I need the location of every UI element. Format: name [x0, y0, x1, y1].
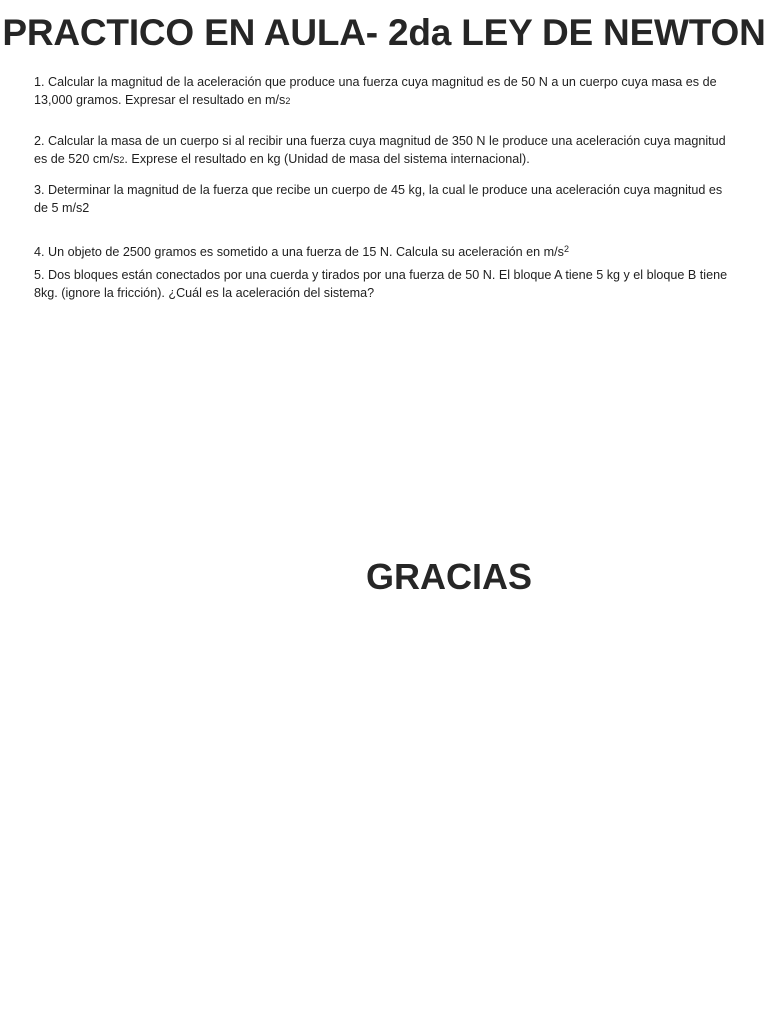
closing-text: GRACIAS [366, 556, 533, 597]
problem-2-text-before: 2. Calcular la masa de un cuerpo si al recibir una fuerza cuya magnitud de 350 N le produce una aceleración cuya magnitud es de 520 cm/s [34, 134, 726, 166]
problem-4-text: 4. Un objeto de 2500 gramos es sometido a una fuerza de 15 N. Calcula su aceleración en m/s [34, 245, 564, 259]
problem-2 [34, 133, 730, 169]
problem-5-text: 5. Dos bloques están conectados por una cuerda y tirados por una fuerza de 50 N. El bloque A tiene 5 kg y el bloque B tiene 8kg. (ignore la fricción). ¿Cuál es la aceleración del sistema? [34, 268, 728, 300]
problem-3 [34, 182, 730, 217]
problem-5 [34, 267, 730, 302]
problem-1 [34, 74, 730, 110]
problem-4-superscript: 2 [563, 244, 569, 254]
page-title: PRACTICO EN AULA- 2da LEY DE NEWTON [2, 12, 766, 53]
problem-4 [34, 241, 730, 262]
problem-2-text-after: . Exprese el resultado en kg (Unidad de masa del sistema internacional). [124, 151, 530, 166]
problem-1-subscript: 2 [285, 95, 291, 106]
problem-3-text: 3. Determinar la magnitud de la fuerza que recibe un cuerpo de 45 kg, la cual le produce una aceleración cuya magnitud es de 5 m/s2 [34, 183, 723, 215]
problem-2-subscript: 2 [119, 154, 125, 165]
problem-1-text: 1. Calcular la magnitud de la aceleración que produce una fuerza cuya magnitud es de 50 N a un cuerpo cuya masa es de 13,000 gramos. Expresar el resultado en m/s [34, 75, 717, 107]
